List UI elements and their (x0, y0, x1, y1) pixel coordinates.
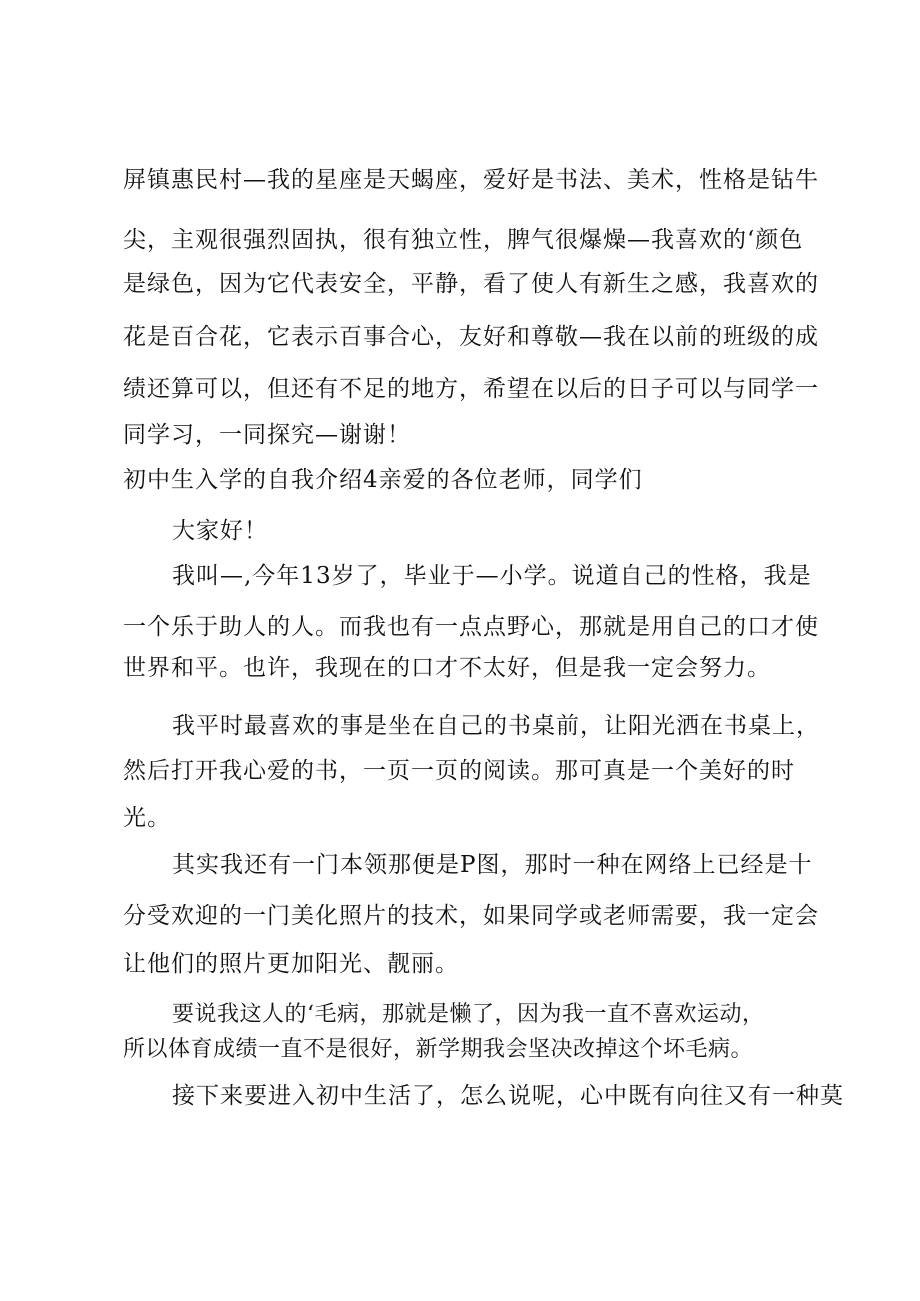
text-line: 我叫—,今年13岁了，毕业于—小学。说道自己的性格，我是 (172, 563, 812, 589)
text-line: 光。 (123, 805, 171, 831)
text-line: 是绿色，因为它代表安全，平静，看了使人有新生之感，我喜欢的 (123, 271, 819, 297)
text-line: 世界和平。也许，我现在的口才不太好，但是我一定会努力。 (123, 655, 771, 681)
text-line: 其实我还有一门本领那便是P图，那时一种在网络上已经是十 (172, 852, 813, 878)
text-line: 让他们的照片更加阳光、靓丽。 (123, 951, 459, 977)
text-line: 所以体育成绩一直不是很好，新学期我会坚决改掉这个坏毛病。 (123, 1037, 754, 1062)
text-line: 然后打开我心爱的书，一页一页的阅读。那可真是一个美好的时 (123, 758, 795, 784)
text-line: 花是百合花，它表示百事合心，友好和尊敬—我在以前的班级的成 (123, 324, 819, 350)
text-line: 接下来要进入初中生活了，怎么说呢，心中既有向往又有一种莫 (172, 1083, 844, 1109)
text-line: 分受欢迎的一门美化照片的技术，如果同学或老师需要，我一定会 (123, 903, 819, 929)
greeting: 大家好！ (172, 518, 268, 544)
text-line: 要说我这人的‘毛病，那就是懒了，因为我一直不喜欢运动， (172, 1002, 765, 1027)
section-heading: 初中生入学的自我介绍4亲爱的各位老师，同学们 (123, 467, 643, 493)
text-line: 同学习，一同探究—谢谢！ (123, 422, 411, 448)
text-line: 绩还算可以，但还有不足的地方，希望在以后的日子可以与同学一 (123, 376, 819, 402)
text-line: 尖，主观很强烈固执，很有独立性，脾气很爆燥—我喜欢的‘颜色 (123, 227, 804, 253)
text-line: 屏镇惠民村—我的星座是天蝎座，爱好是书法、美术，性格是钻牛 (123, 167, 819, 193)
text-line: 一个乐于助人的人。而我也有一点点野心，那就是用自己的口才使 (123, 614, 819, 640)
text-line: 我平时最喜欢的事是坐在自己的书桌前，让阳光洒在书桌上， (172, 713, 820, 739)
